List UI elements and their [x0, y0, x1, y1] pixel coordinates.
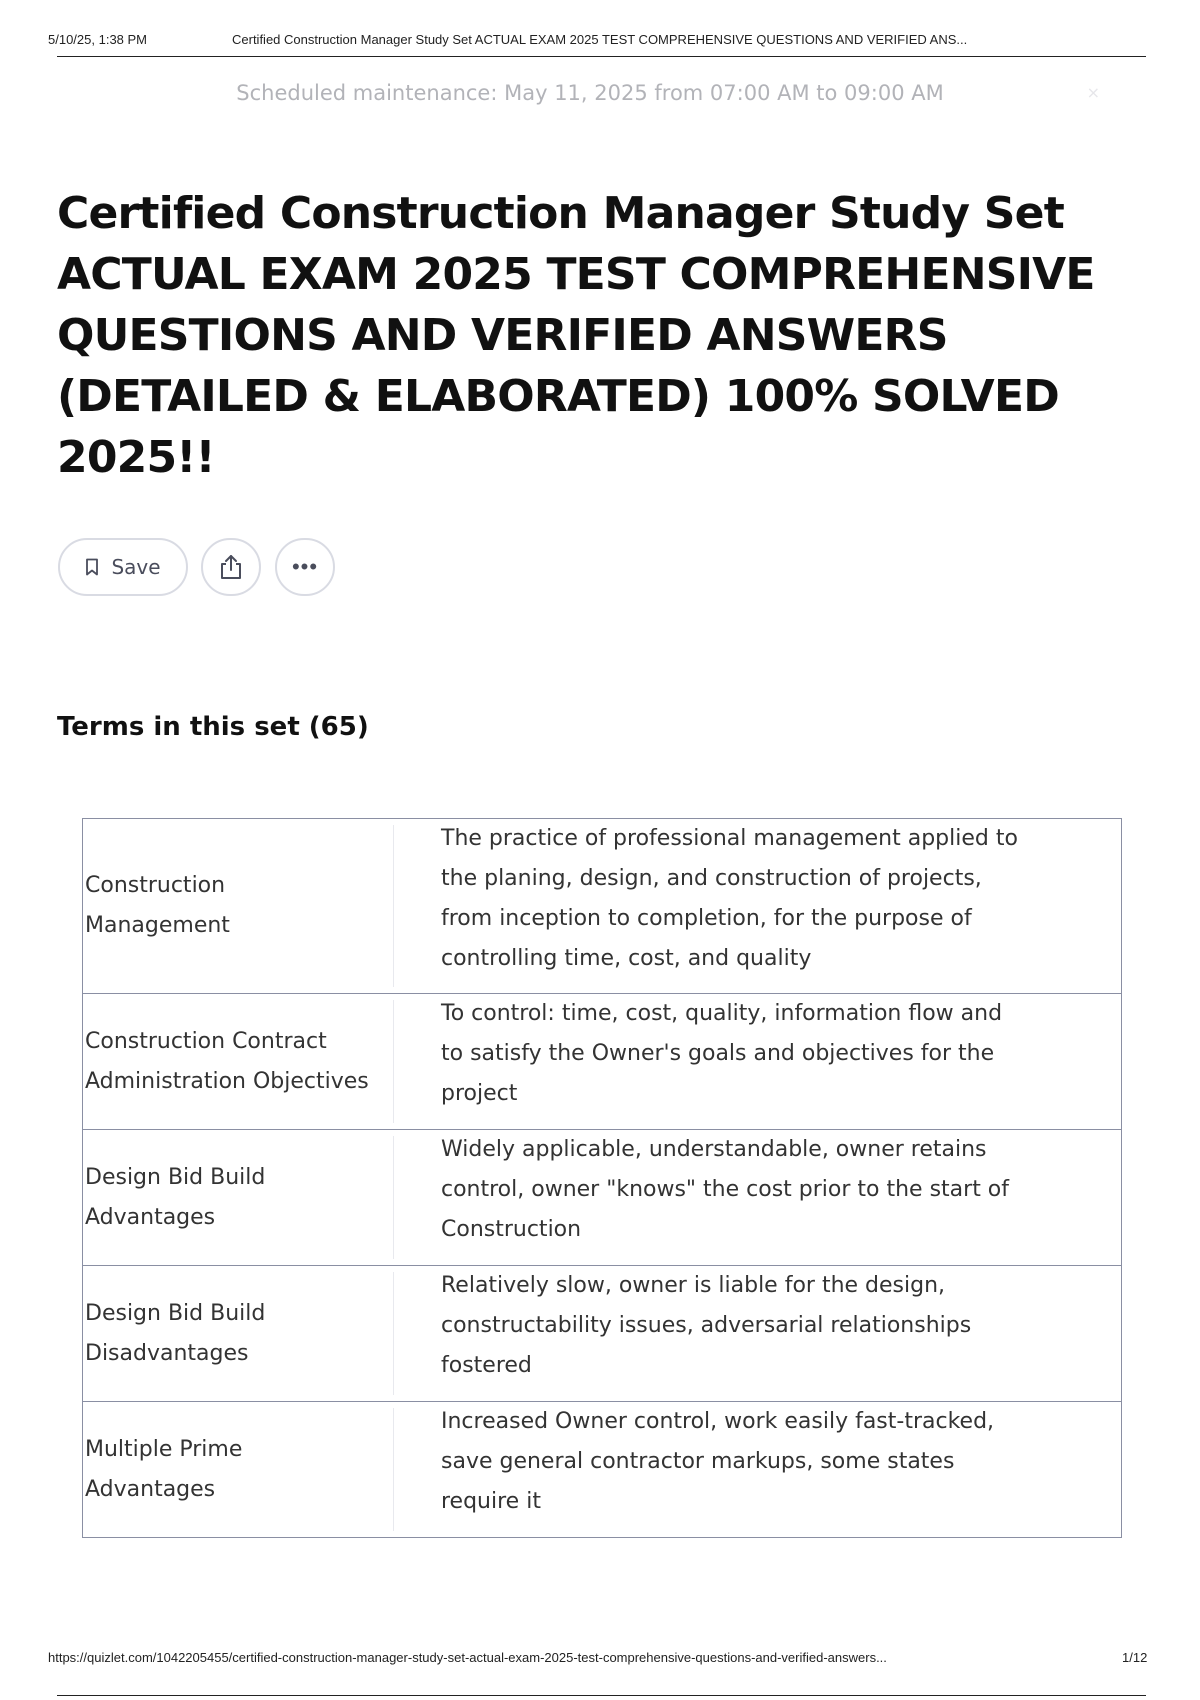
print-footer	[0, 1650, 1200, 1700]
term-row	[83, 1265, 1121, 1401]
term-text: Construction Contract Administration Objectives	[85, 1028, 369, 1094]
term-row	[83, 1401, 1121, 1537]
more-options-button[interactable]	[275, 538, 335, 596]
maintenance-banner	[0, 81, 1180, 105]
print-datetime: 5/10/25, 1:38 PM	[48, 32, 148, 47]
footer-divider	[57, 1695, 1146, 1696]
terms-heading: Terms in this set (65)	[57, 712, 369, 742]
term-text: Design Bid Build Disadvantages	[85, 1300, 266, 1366]
page-title: Certified Construction Manager Study Set ACTUAL EXAM 2025 TEST COMPREHENSIVE QUESTIONS AND VERIFIED ANSWERS (DETAILED & ELABORATED) 100% SOLVED 2025!!	[57, 188, 1095, 483]
share-button[interactable]	[201, 538, 261, 596]
maintenance-text: Scheduled maintenance: May 11, 2025 from 07:00 AM to 09:00 AM	[236, 81, 944, 105]
header-divider	[57, 56, 1146, 57]
term-row	[83, 819, 1121, 993]
definition-text: Widely applicable, understandable, owner retains control, owner "knows" the cost prior to the start of Construction	[441, 1137, 1010, 1242]
share-icon	[218, 553, 244, 581]
more-icon: •••	[291, 554, 319, 579]
definition-text: Increased Owner control, work easily fast-tracked, save general contractor markups, some states require it	[441, 1409, 995, 1514]
definition-text: To control: time, cost, quality, information flow and to satisfy the Owner's goals and objectives for the project	[441, 1001, 1003, 1106]
definition-text: Relatively slow, owner is liable for the design, constructability issues, adversarial relationships fostered	[441, 1273, 972, 1378]
term-text: Design Bid Build Advantages	[85, 1164, 266, 1230]
print-url[interactable]: https://quizlet.com/1042205455/certified-construction-manager-study-set-actual-exam-2025-test-comprehensive-questions-and-verified-answers...	[48, 1650, 887, 1665]
terms-table	[82, 818, 1122, 1538]
term-text: Construction Management	[85, 873, 230, 938]
save-label: Save	[111, 555, 161, 579]
close-icon[interactable]: ×	[1086, 83, 1100, 102]
save-button[interactable]	[58, 538, 188, 596]
print-header	[0, 0, 1200, 58]
term-row	[83, 993, 1121, 1129]
term-text: Multiple Prime Advantages	[85, 1436, 243, 1502]
page-number: 1/12	[1122, 1650, 1148, 1665]
print-doc-title: Certified Construction Manager Study Set ACTUAL EXAM 2025 TEST COMPREHENSIVE QUESTIONS AND VERIFIED ANS...	[232, 32, 968, 47]
term-row	[83, 1129, 1121, 1265]
bookmark-icon	[85, 558, 99, 576]
definition-text: The practice of professional management applied to the planing, design, and construction of projects, from inception to completion, for the purpose of controlling time, cost, and quality	[441, 826, 1018, 971]
